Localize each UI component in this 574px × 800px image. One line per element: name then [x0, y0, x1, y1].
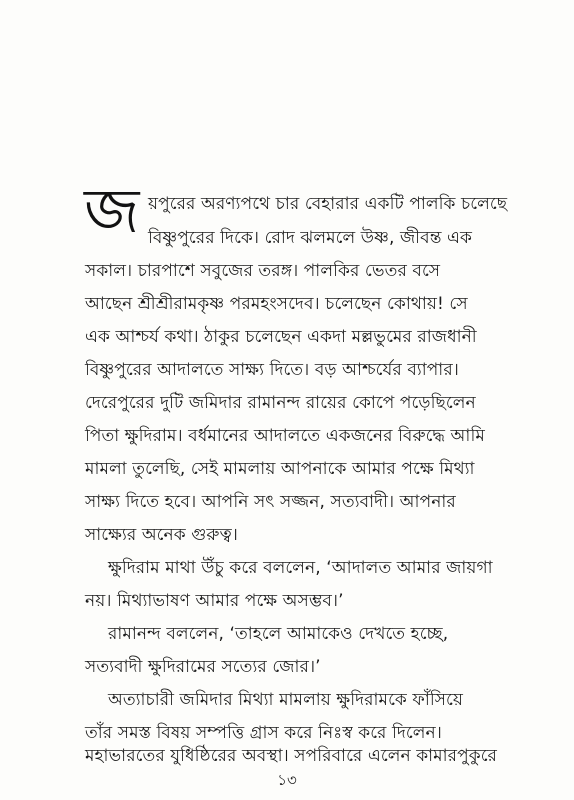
- text-line: তাঁর সমস্ত বিষয় সম্পত্তি গ্রাস করে নিঃস্ব করে দিলেন।: [85, 723, 442, 743]
- text-line: অত্যাচারী জমিদার মিথ্যা মামলায় ক্ষুদিরামকে ফাঁসিয়ে: [108, 690, 463, 710]
- page-number: ১৩: [277, 771, 297, 789]
- text-line: সাক্ষ্য দিতে হবে। আপনি সৎ সজ্জন, সত্যবাদী। আপনার: [85, 492, 456, 512]
- text-line: য়পুরের অরণ্যপথে চার বেহারার একটি পালকি চলেছে: [148, 194, 508, 214]
- text-line: সত্যবাদী ক্ষুদিরামের সত্যের জোর।’: [85, 657, 321, 677]
- drop-cap: জ: [84, 174, 140, 247]
- text-line: বিষ্ণুপুরের আদালতে সাক্ষ্য দিতে। বড় আশ্চর্যের ব্যাপার।: [85, 360, 459, 380]
- text-line: আছেন শ্রীশ্রীরামকৃষ্ণ পরমহংসদেব। চলেছেন কোথায়! সে: [85, 294, 468, 314]
- text-line: মহাভারতের যুধিষ্ঠিরের অবস্থা। সপরিবারে এলেন কামারপুকুরে: [85, 746, 498, 766]
- text-line: বিষ্ণুপুরের দিকে। রোদ ঝলমলে উষ্ণ, জীবন্ত এক: [148, 228, 473, 248]
- text-line: মামলা তুলেছি, সেই মামলায় আপনাকে আমার পক্ষে মিথ্যা: [85, 459, 475, 479]
- text-line: রামানন্দ বললেন, ‘তাহলে আমাকেও দেখতে হচ্ছে,: [108, 624, 449, 644]
- text-line: পিতা ক্ষুদিরাম। বর্ধমানের আদালতে একজনের বিরুদ্ধে আমি: [85, 426, 485, 446]
- text-line: নয়। মিথ্যাভাষণ আমার পক্ষে অসম্ভব।’: [85, 591, 344, 611]
- text-line: এক আশ্চর্য কথা। ঠাকুর চলেছেন একদা মল্লভুমের রাজধানী: [85, 327, 477, 347]
- text-line: দেরেপুরের দুটি জমিদার রামানন্দ রায়ের কোপে পড়েছিলেন: [85, 393, 476, 413]
- text-line: সাক্ষ্যের অনেক গুরুত্ব।: [85, 525, 238, 545]
- text-line: সকাল। চারপাশে সবুজের তরঙ্গ। পালকির ভেতর বসে: [85, 261, 441, 281]
- text-line: ক্ষুদিরাম মাথা উঁচু করে বললেন, ‘আদালত আমার জায়গা: [108, 558, 493, 578]
